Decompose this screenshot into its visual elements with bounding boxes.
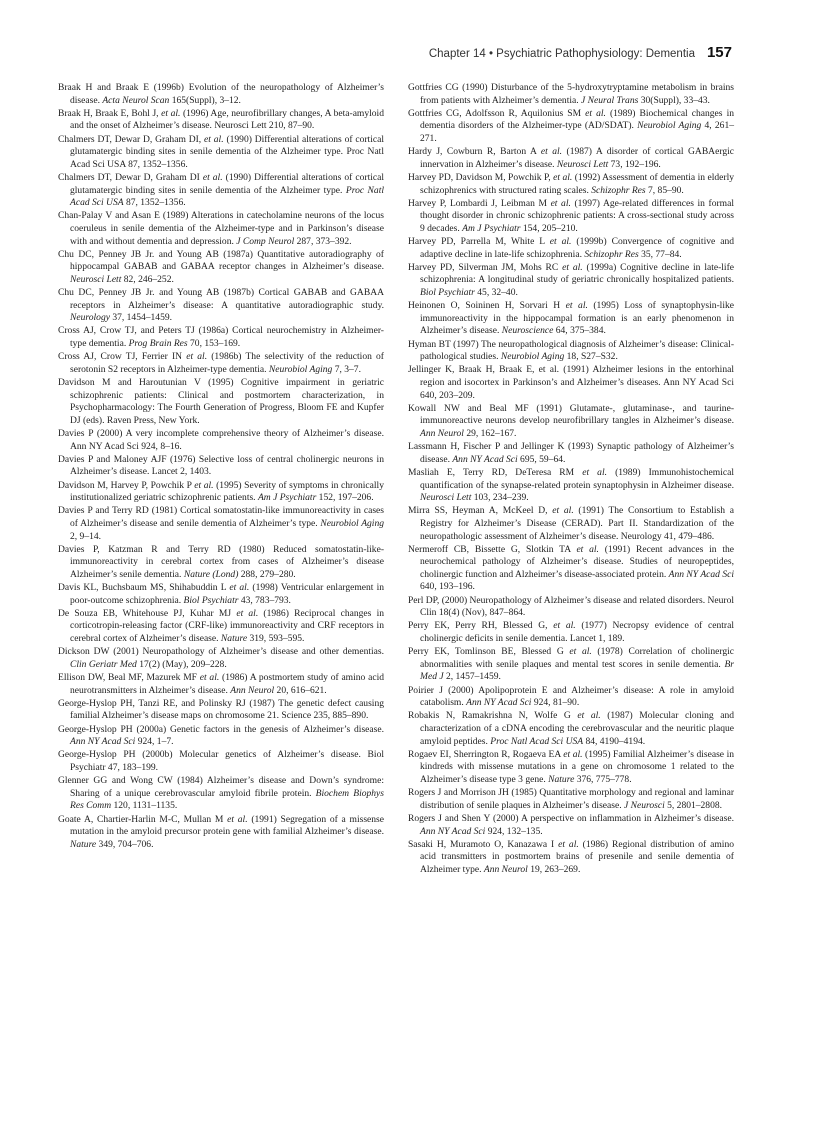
chapter-title: Chapter 14 • Psychiatric Pathophysiology: Dementia bbox=[428, 48, 695, 60]
journal-title: et al. bbox=[585, 107, 606, 119]
journal-title: et al. bbox=[550, 197, 571, 209]
reference-text: 84, 4190–4194. bbox=[583, 735, 646, 747]
reference-text: 87, 1352–1356. bbox=[123, 197, 186, 209]
journal-title: Nature bbox=[70, 838, 97, 850]
reference-text: Hyman BT (1997) The neuropathological diagnosis of Alzheimer’s disease: Clinical-pathological studies. bbox=[408, 338, 734, 363]
reference-text: 7, 85–90. bbox=[645, 184, 684, 196]
reference-text: 29, 162–167. bbox=[463, 427, 517, 439]
reference-text: Perry EK, Perry RH, Blessed G, bbox=[408, 620, 554, 632]
reference-text: (1986) A postmortem study of amino acid neurotransmitters in Alzheimer’s disease. bbox=[70, 672, 384, 696]
reference-entry bbox=[58, 646, 384, 671]
reference-text: Davies P and Maloney AJF (1976) Selective loss of central cholinergic neurons in Alzheimer’s disease. Lancet 2, 1403. bbox=[58, 453, 384, 478]
reference-text: George-Hyslop PH (2000a) Genetic factors in the genesis of Alzheimer’s disease. bbox=[58, 723, 384, 735]
reference-text: Chan-Palay V and Asan E (1989) Alterations in catecholamine neurons of the locus coeruleus in senile dementia of the Alzheimer-type and in Parkinson’s disease with and without dementia and depression. bbox=[58, 210, 384, 247]
journal-title: Proc Natl Acad Sci USA bbox=[490, 735, 584, 747]
reference-text: George-Hyslop PH, Tanzi RE, and Polinsky RJ (1987) The genetic defect causing familial Alzheimer’s disease maps on chromosome 21. Science 235, 885–890. bbox=[58, 697, 384, 722]
reference-text: Rogaev EI, Sherrington R, Rogaeva EA bbox=[408, 748, 564, 760]
reference-text: 20, 616–621. bbox=[274, 684, 327, 696]
reference-text: Cross AJ, Crow TJ, Ferrier IN bbox=[58, 351, 187, 363]
reference-text: Davies P (2000) A very incomplete comprehensive theory of Alzheimer’s disease. Ann NY Acad Sci 924, 8–16. bbox=[58, 427, 384, 452]
reference-text: Perry EK, Tomlinson BE, Blessed G bbox=[408, 646, 570, 658]
reference-text: Hardy J, Cowburn R, Barton A bbox=[408, 146, 541, 158]
journal-title: et al. bbox=[204, 133, 224, 145]
reference-text: 18, S27–S32. bbox=[564, 351, 618, 363]
journal-title: Ann NY Acad Sci bbox=[668, 568, 734, 580]
reference-text: Harvey PD, Davidson M, Powchik P, bbox=[408, 171, 554, 183]
reference-entry bbox=[58, 724, 384, 749]
journal-title: Am J Psychiatr bbox=[257, 492, 317, 504]
reference-text: (1999a) Cognitive decline in late-life schizophrenia: A longitudinal study of geriatric chronically hospitalized patients. bbox=[420, 261, 734, 286]
reference-text: 7, 3–7. bbox=[332, 363, 361, 375]
journal-title: et al. bbox=[202, 171, 223, 183]
reference-entry bbox=[408, 403, 734, 441]
journal-title: Neurobiol Aging bbox=[320, 517, 384, 529]
reference-text: (1991) The Consortium to Establish a Registry for Alzheimer’s Disease (CERAD). Part II. Standardization of the neuropathologic assessment of Alzheimer’s disease. Neurology 41, 479–486. bbox=[420, 505, 734, 542]
reference-text: 37, 1454–1459. bbox=[109, 312, 173, 324]
reference-text: 924, 1–7. bbox=[135, 736, 174, 748]
reference-text: Chalmers DT, Dewar D, Graham DI bbox=[58, 171, 203, 183]
reference-entry bbox=[58, 814, 384, 852]
reference-entry bbox=[58, 108, 384, 133]
journal-title: et al. bbox=[576, 543, 599, 555]
reference-entry bbox=[408, 364, 734, 402]
journal-title: Schizophr Res bbox=[584, 248, 639, 260]
reference-entry bbox=[408, 749, 734, 787]
reference-entry bbox=[408, 82, 734, 107]
reference-entry bbox=[408, 236, 734, 261]
reference-text: Lassmann H, Fischer P and Jellinger K (1993) Synaptic pathology of Alzheimer’s disease. bbox=[408, 441, 734, 465]
reference-text: Davidson M and Haroutunian V (1995) Cognitive impairment in geriatric schizophrenic patients: Clinical and postmortem characterization, in Psychopharmacology: The Fourth Generation of Progress, Bloom FE and Kupfer DJ (eds). Raven Press, New York. bbox=[58, 377, 384, 426]
reference-entry bbox=[408, 505, 734, 543]
journal-title: Nature bbox=[220, 633, 248, 645]
reference-text: De Souza EB, Whitehouse PJ, Kuhar MJ bbox=[58, 607, 237, 619]
journal-title: Biol Psychiatr bbox=[420, 287, 475, 299]
reference-text: (1987) A disorder of cortical GABAergic innervation in Alzheimer’s disease. bbox=[420, 146, 734, 170]
reference-text: (1995) Severity of symptoms in chronically institutionalized geriatric schizophrenic patients. bbox=[70, 479, 384, 504]
page-number: 157 bbox=[706, 44, 732, 61]
reference-text: Masliah E, Terry RD, DeTeresa RM bbox=[408, 466, 583, 478]
reference-text: (1989) Immunohistochemical quantification of the synapse-related protein synaptophysin in Alzheimer disease. bbox=[420, 466, 734, 491]
reference-entry bbox=[58, 698, 384, 723]
reference-text: 695, 59–64. bbox=[517, 453, 566, 465]
reference-text: 2, 1457–1459. bbox=[443, 671, 501, 683]
journal-title: et al. bbox=[161, 107, 181, 119]
reference-text: Sasaki H, Muramoto O, Kanazawa I bbox=[408, 838, 559, 850]
reference-text: Chalmers DT, Dewar D, Graham DI, bbox=[58, 133, 205, 145]
reference-text: 640, 193–196. bbox=[420, 581, 475, 593]
reference-entry bbox=[58, 287, 384, 325]
reference-text: Braak H and Braak E (1996b) Evolution of the neuropathology of Alzheimer’s disease. bbox=[58, 82, 384, 106]
reference-entry bbox=[58, 82, 384, 107]
journal-title: Neuroscience bbox=[501, 325, 554, 337]
journal-title: Schizophr Res bbox=[591, 184, 646, 196]
journal-title: Ann NY Acad Sci bbox=[466, 697, 532, 709]
reference-entry bbox=[408, 544, 734, 594]
journal-title: et al. bbox=[194, 479, 214, 491]
reference-text: 70, 153–169. bbox=[187, 338, 241, 350]
reference-text: 287, 373–392. bbox=[294, 235, 352, 247]
reference-text: 319, 593–595. bbox=[247, 633, 305, 645]
reference-text: Robakis N, Ramakrishna N, Wolfe G bbox=[408, 710, 578, 722]
reference-text: 376, 775–778. bbox=[574, 773, 632, 785]
reference-column-left bbox=[58, 82, 384, 852]
journal-title: Ann Neurol bbox=[420, 427, 464, 439]
reference-text: 5, 2801–2808. bbox=[664, 799, 723, 811]
running-header bbox=[429, 44, 732, 61]
reference-text: Goate A, Chartier-Harlin M-C, Mullan M bbox=[58, 813, 228, 825]
reference-entry bbox=[408, 172, 734, 197]
reference-text: (1989) Biochemical changes in dementia disorders of the Alzheimer-type (AD/SDAT). bbox=[420, 107, 734, 132]
journal-title: et al. bbox=[227, 813, 248, 825]
reference-text: (1990) Differential alterations of cortical glutamatergic binding sites in senile dementia of the Alzheimer type. Proc Natl Acad Sci USA 87, 1352–1356. bbox=[70, 133, 384, 170]
reference-entry bbox=[58, 608, 384, 646]
reference-text: Harvey PD, Parrella M, White L bbox=[408, 236, 550, 248]
reference-text: (1991) Recent advances in the neurochemical pathology of Alzheimer’s disease. Studies of neuropeptides, cholinergic function and Alzheimer’s disease-associated protein. bbox=[420, 543, 735, 580]
journal-title: et al. bbox=[562, 261, 583, 273]
reference-entry bbox=[408, 339, 734, 364]
reference-text: Harvey P, Lombardi J, Leibman M bbox=[408, 197, 551, 209]
reference-text: Gottfries CG (1990) Disturbance of the 5-hydroxytryptamine metabolism in brains from patients with Alzheimer’s dementia. bbox=[408, 82, 734, 106]
reference-text: (1990) Differential alterations of cortical glutamatergic binding sites in senile dementia of the Alzheimer type. bbox=[70, 171, 385, 196]
reference-text: Poirier J (2000) Apolipoprotein E and Alzheimer’s disease: A role in amyloid catabolism. bbox=[408, 684, 734, 709]
journal-title: Ann NY Acad Sci bbox=[70, 736, 136, 748]
reference-text: 43, 783–793. bbox=[238, 594, 291, 606]
reference-text: 64, 375–384. bbox=[553, 325, 606, 337]
reference-text: (1998) Ventricular enlargement in poor-outcome schizophrenia. bbox=[70, 582, 385, 606]
reference-text: Chu DC, Penney JB Jr. and Young AB (1987b) Cortical GABAB and GABAA receptors in Alzheimer’s disease: A quantitative autoradiographic study. bbox=[58, 287, 384, 311]
journal-title: et al. bbox=[552, 505, 574, 517]
reference-text: Mirra SS, Heyman A, McKeel D, bbox=[408, 505, 553, 517]
reference-text: (1995) Loss of synaptophysin-like immunoreactivity in the hippocampal formation is an early phenomenon in Alzheimer’s disease. bbox=[420, 300, 734, 337]
reference-text: Braak H, Braak E, Bohl J, bbox=[58, 107, 162, 119]
journal-title: Proc Natl Acad Sci USA bbox=[70, 184, 384, 209]
journal-title: Biol Psychiatr bbox=[183, 594, 239, 606]
reference-text: (1986) Reciprocal changes in corticotropin-releasing factor (CRF-like) immunoreactivity and CRF receptors in cerebral cortex of Alzheimer’s disease. bbox=[70, 607, 384, 645]
reference-text: (1991) Segregation of a missense mutation in the amyloid precursor protein gene with familial Alzheimer’s disease. bbox=[70, 813, 385, 838]
journal-title: J Neurosci bbox=[623, 799, 665, 811]
reference-entry bbox=[58, 749, 384, 774]
reference-entry bbox=[58, 377, 384, 427]
reference-entry bbox=[58, 480, 384, 505]
reference-text: 73, 192–196. bbox=[608, 158, 661, 170]
reference-entry bbox=[58, 210, 384, 248]
reference-text: 103, 234–239. bbox=[471, 492, 529, 504]
reference-entry bbox=[408, 300, 734, 338]
reference-entry bbox=[58, 505, 384, 543]
reference-text: Glenner GG and Wong CW (1984) Alzheimer’s disease and Down’s syndrome: Sharing of a unique cerebrovascular amyloid fibrile protein. bbox=[58, 775, 384, 799]
journal-title: et al. bbox=[199, 672, 220, 683]
journal-title: Nature (Lond) bbox=[183, 568, 239, 580]
reference-text: (1977) Necropsy evidence of central cholinergic deficits in senile dementia. Lancet 1, 189. bbox=[420, 620, 734, 645]
reference-text: Heinonen O, Soininen H, Sorvari H bbox=[408, 300, 566, 312]
reference-text: Chu DC, Penney JB Jr. and Young AB (1987a) Quantitative autoradiography of hippocampal GABAB and GABAA receptor changes in Alzheimer’s disease. bbox=[58, 248, 384, 273]
reference-entry bbox=[58, 544, 384, 582]
journal-title: Acta Neurol Scan bbox=[102, 94, 170, 106]
journal-title: et al. bbox=[577, 710, 601, 722]
journal-title: Neurology bbox=[70, 312, 110, 324]
reference-text: 30(Suppl), 33–43. bbox=[638, 94, 710, 106]
journal-title: Am J Psychiatr bbox=[462, 222, 521, 234]
reference-text: Kowall NW and Beal MF (1991) Glutamate-, glutaminase-, and taurine-immunoreactive neurons develop neurofibrillary tangles in Alzheimer’s disease. bbox=[408, 402, 734, 427]
journal-title: Ann NY Acad Sci bbox=[420, 825, 486, 837]
reference-entry bbox=[408, 620, 734, 645]
reference-text: 19, 263–269. bbox=[527, 863, 581, 875]
reference-text: Rogers J and Shen Y (2000) A perspective on inflammation in Alzheimer’s disease. bbox=[408, 812, 734, 824]
journal-title: Clin Geriatr Med bbox=[70, 658, 137, 670]
reference-text: (1986b) The selectivity of the reduction of serotonin S2 receptors in Alzheimer-type dementia. bbox=[70, 351, 384, 375]
reference-text: Davidson M, Harvey P, Powchik P bbox=[58, 479, 195, 491]
reference-entry bbox=[58, 134, 384, 172]
reference-text: 120, 1131–1135. bbox=[111, 800, 178, 812]
journal-title: et al. bbox=[553, 620, 576, 632]
reference-entry bbox=[58, 172, 384, 210]
reference-text: 2, 9–14. bbox=[70, 530, 102, 542]
journal-title: et al. bbox=[229, 582, 250, 594]
reference-entry bbox=[58, 454, 384, 479]
reference-text: Ellison DW, Beal MF, Mazurek MF bbox=[58, 672, 200, 683]
reference-entry bbox=[408, 595, 734, 620]
journal-title: et al. bbox=[569, 646, 592, 658]
reference-text: (1995) Familial Alzheimer’s disease in kindreds with missense mutations in a gene on chromosome 1 related to the Alzheimer’s disease type 3 gene. bbox=[420, 748, 734, 785]
reference-text: 17(2) (May), 209–228. bbox=[136, 658, 227, 670]
reference-text: (1986) Regional distribution of amino acid transmitters in postmortem brains of presenile and senile dementia of Alzheimer type. bbox=[420, 838, 734, 875]
journal-title: J Comp Neurol bbox=[236, 235, 295, 247]
journal-title: Neurobiol Aging bbox=[500, 351, 565, 363]
reference-entry bbox=[58, 582, 384, 607]
journal-title: et al. bbox=[582, 466, 607, 478]
reference-entry bbox=[408, 198, 734, 236]
journal-title: et al. bbox=[565, 300, 588, 312]
journal-title: et al. bbox=[558, 838, 579, 850]
journal-title: Neurobiol Aging bbox=[637, 120, 702, 132]
reference-text: 165(Suppl), 3–12. bbox=[169, 94, 241, 106]
reference-text: Nermeroff CB, Bissette G, Slotkin TA bbox=[408, 543, 577, 555]
reference-entry bbox=[408, 467, 734, 505]
reference-entry bbox=[58, 428, 384, 453]
reference-entry bbox=[58, 249, 384, 287]
journal-title: Ann Neurol bbox=[483, 863, 528, 875]
journal-title: Ann NY Acad Sci bbox=[452, 453, 518, 465]
journal-title: et al. bbox=[186, 351, 208, 363]
reference-text: 152, 197–206. bbox=[316, 492, 374, 504]
reference-entry bbox=[408, 146, 734, 171]
reference-column-right bbox=[408, 82, 734, 877]
reference-text: Dickson DW (2001) Neuropathology of Alzheimer’s disease and other dementias. bbox=[58, 646, 384, 658]
reference-text: 4, 261–271. bbox=[420, 120, 735, 144]
reference-text: (1987) Molecular cloning and characterization of a cDNA encoding the cerebrovascular and the neuritic plaque amyloid peptides. bbox=[420, 710, 734, 747]
reference-entry bbox=[408, 839, 734, 877]
reference-text: 924, 81–90. bbox=[531, 697, 580, 709]
reference-entry bbox=[58, 672, 384, 697]
reference-entry bbox=[408, 710, 734, 748]
reference-entry bbox=[408, 262, 734, 300]
reference-entry bbox=[408, 646, 734, 684]
reference-text: 924, 132–135. bbox=[485, 825, 543, 837]
reference-text: Perl DP, (2000) Neuropathology of Alzheimer’s disease and related disorders. Neurol Clin 18(4) (Nov), 847–864. bbox=[408, 594, 734, 619]
reference-entry bbox=[58, 325, 384, 350]
reference-entry bbox=[408, 685, 734, 710]
reference-text: Gottfries CG, Adolfsson R, Aquilonius SM bbox=[408, 107, 586, 119]
reference-text: Harvey PD, Silverman JM, Mohs RC bbox=[408, 261, 563, 273]
reference-text: Jellinger K, Braak H, Braak E, et al. (1991) Alzheimer lesions in the entorhinal region and isocortex in Parkinson’s and Alzheimer’s diseases. Ann NY Acad Sci 640, 203–209. bbox=[408, 364, 734, 401]
reference-entry bbox=[58, 775, 384, 813]
reference-text: Rogers J and Morrison JH (1985) Quantitative morphology and regional and laminar distribution of senile plaques in Alzheimer’s disease. bbox=[408, 787, 734, 811]
journal-title: J Neural Trans bbox=[581, 94, 639, 106]
journal-title: Neurosci Lett bbox=[556, 158, 609, 170]
journal-title: et al. bbox=[549, 236, 572, 248]
journal-title: et al. bbox=[236, 607, 259, 619]
journal-title: Neurobiol Aging bbox=[268, 363, 333, 375]
reference-text: (1997) Age-related differences in formal thought disorder in chronic schizophrenic patients: A cross-sectional study across 9 decades. bbox=[420, 197, 734, 234]
reference-entry bbox=[408, 441, 734, 466]
reference-entry bbox=[408, 813, 734, 838]
reference-entry bbox=[408, 787, 734, 812]
reference-entry bbox=[408, 108, 734, 146]
journal-title: Neurosci Lett bbox=[420, 492, 472, 504]
reference-text: Davies P, Katzman R and Terry RD (1980) Reduced somatostatin-like-immunoreactivity in cerebral cortex from cases of Alzheimer’s disease Alzheimer’s senile dementia. bbox=[58, 543, 384, 580]
reference-text: (1992) Assessment of dementia in elderly schizophrenics with structured rating scales. bbox=[420, 171, 735, 196]
reference-text: 45, 32–40. bbox=[474, 287, 518, 299]
reference-text: 288, 279–280. bbox=[238, 568, 296, 580]
journal-title: et al. bbox=[563, 748, 583, 760]
reference-text: (1996) Age, neurofibrillary changes, A beta-amyloid and the onset of Alzheimer’s disease. Neurosci Lett 210, 87–90. bbox=[70, 107, 384, 132]
journal-title: Neurosci Lett bbox=[70, 273, 122, 285]
reference-entry bbox=[58, 351, 384, 376]
reference-text: 154, 205–210. bbox=[520, 222, 578, 234]
journal-title: Prog Brain Res bbox=[128, 338, 188, 350]
journal-title: Ann Neurol bbox=[230, 684, 275, 696]
reference-text: George-Hyslop PH (2000b) Molecular genetics of Alzheimer’s disease. Biol Psychiatr 47, 183–199. bbox=[58, 749, 384, 773]
reference-text: 35, 77–84. bbox=[638, 248, 682, 260]
journal-title: Nature bbox=[548, 773, 575, 785]
reference-text: (1978) Correlation of cholinergic abnormalities with senile plaques and mental test scores in senile dementia. bbox=[420, 646, 735, 670]
reference-text: Davies P and Terry RD (1981) Cortical somatostatin-like immunoreactivity in cases of Alzheimer’s disease and senile dementia of Alzheimer’s type. bbox=[58, 505, 384, 529]
reference-text: 349, 704–706. bbox=[96, 838, 154, 850]
reference-text: Cross AJ, Crow TJ, and Peters TJ (1986a) Cortical neurochemistry in Alzheimer-type dementia. bbox=[58, 325, 384, 350]
journal-title: Biochem Biophys Res Comm bbox=[70, 787, 384, 812]
journal-title: et al. bbox=[553, 171, 573, 183]
reference-text: 82, 246–252. bbox=[121, 273, 174, 285]
reference-text: Davis KL, Buchsbaum MS, Shihabuddin L bbox=[58, 582, 230, 594]
journal-title: et al. bbox=[540, 146, 563, 158]
reference-text: (1999b) Convergence of cognitive and adaptive decline in late-life schizophrenia. bbox=[420, 236, 734, 260]
journal-title: Br Med J bbox=[420, 658, 734, 683]
